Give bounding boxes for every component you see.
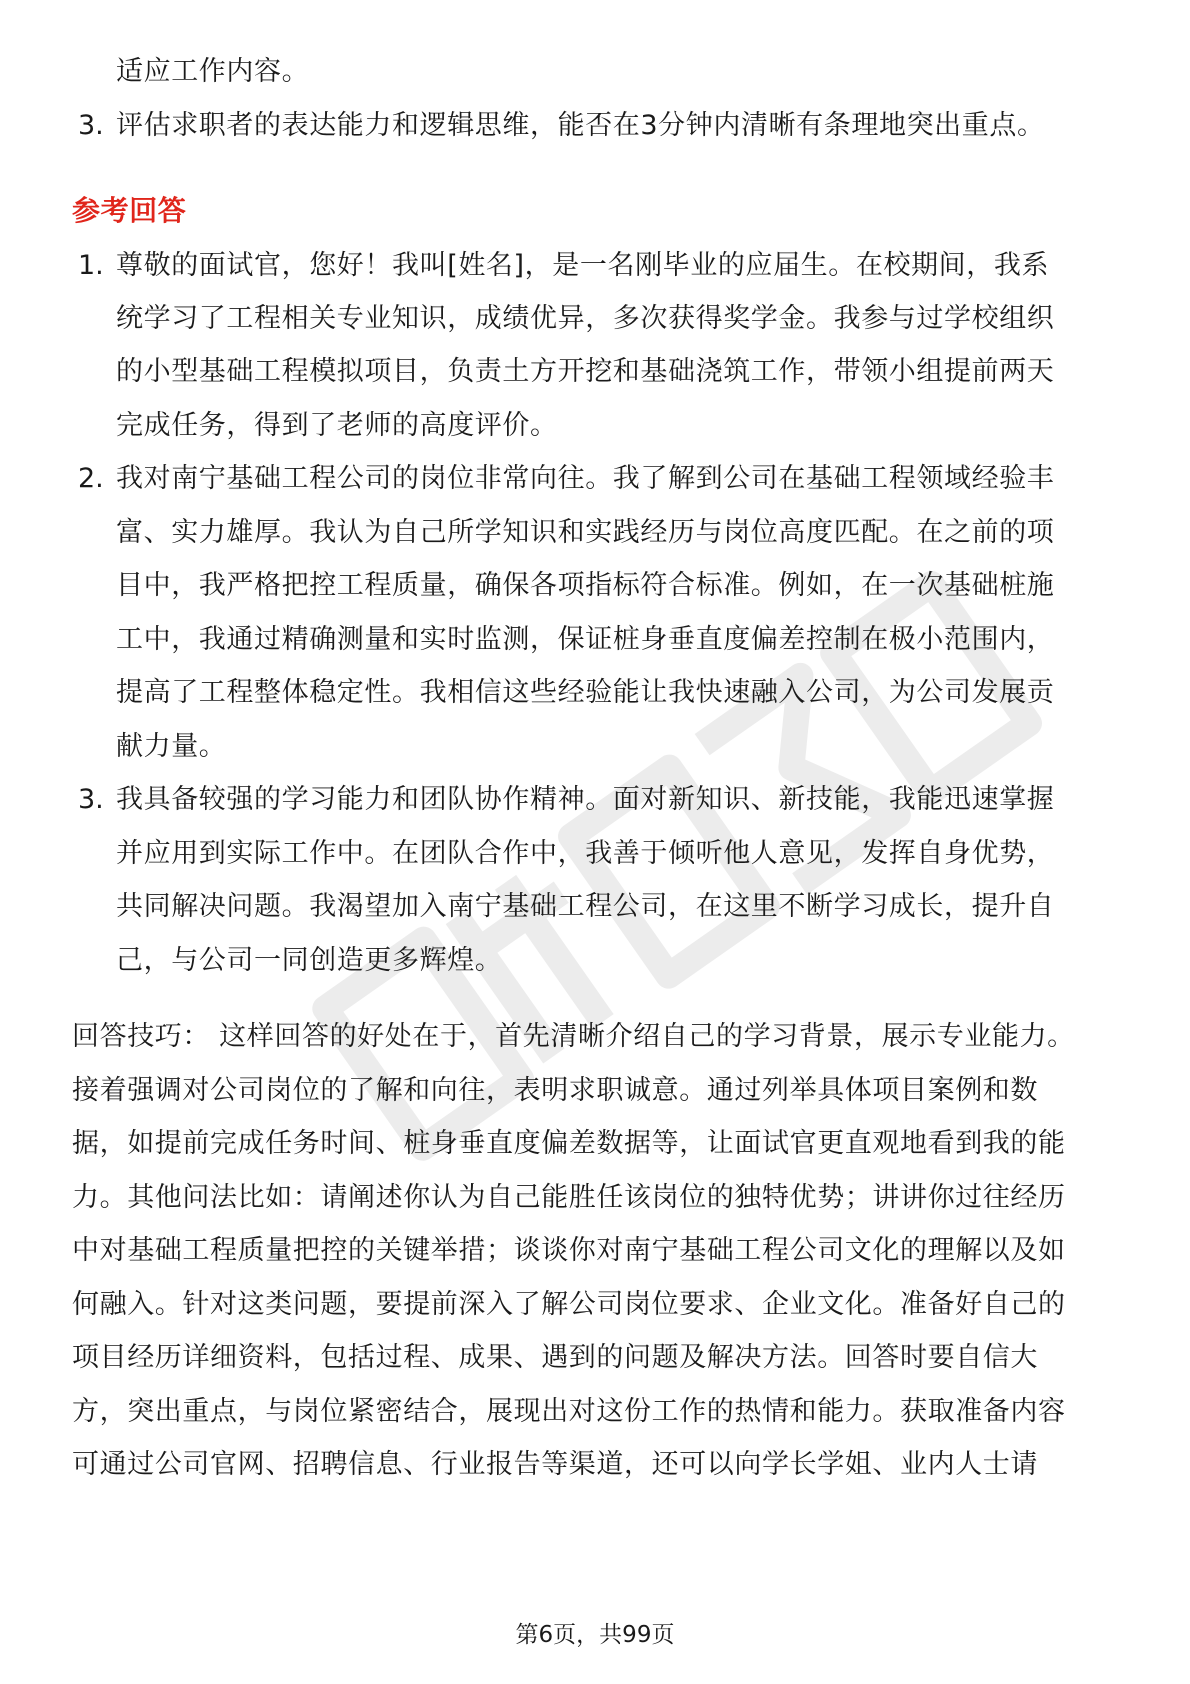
- intro-item-3-text: 评估求职者的表达能力和逻辑思维，能否在3分钟内清晰有条理地突出重点。: [116, 110, 1045, 141]
- tips-line-4: 力。其他问法比如：请阐述你认为自己能胜任该岗位的独特优势；讲讲你过往经历: [72, 1182, 1066, 1213]
- tips-line-1: 回答技巧： 这样回答的好处在于，首先清晰介绍自己的学习背景，展示专业能力。: [72, 1021, 1075, 1052]
- answer-3-line-2: 并应用到实际工作中。在团队合作中，我善于倾听他人意见，发挥自身优势，: [116, 838, 1055, 869]
- tips-line-2: 接着强调对公司岗位的了解和向往，表明求职诚意。通过列举具体项目案例和数: [72, 1075, 1038, 1106]
- tips-line-7: 项目经历详细资料，包括过程、成果、遇到的问题及解决方法。回答时要自信大: [72, 1342, 1038, 1373]
- tips-line-8: 方，突出重点，与岗位紧密结合，展现出对这份工作的热情和能力。获取准备内容: [72, 1396, 1066, 1427]
- answer-3-line-4: 己，与公司一同创造更多辉煌。: [116, 945, 503, 976]
- answer-2-line-4: 工中，我通过精确测量和实时监测，保证桩身垂直度偏差控制在极小范围内，: [116, 624, 1055, 655]
- answer-1-line-4: 完成任务，得到了老师的高度评价。: [116, 410, 558, 441]
- answer-3-line-3: 共同解决问题。我渴望加入南宁基础工程公司，在这里不断学习成长，提升自: [116, 891, 1055, 922]
- answer-2-line-5: 提高了工程整体稳定性。我相信这些经验能让我快速融入公司，为公司发展贡: [116, 677, 1055, 708]
- answer-2-number: 2.: [78, 463, 104, 494]
- page-number-footer: 第6页，共99页: [515, 1622, 675, 1648]
- answer-1-line-2: 统学习了工程相关专业知识，成绩优异，多次获得奖学金。我参与过学校组织: [116, 303, 1055, 334]
- answer-3-number: 3.: [78, 784, 104, 815]
- intro-item-3-number: 3.: [78, 110, 104, 141]
- intro-continuation: 适应工作内容。: [116, 56, 310, 87]
- answer-1-number: 1.: [78, 250, 104, 281]
- tips-line-5: 中对基础工程质量把控的关键举措；谈谈你对南宁基础工程公司文化的理解以及如: [72, 1235, 1066, 1266]
- answer-2-line-2: 富、实力雄厚。我认为自己所学知识和实践经历与岗位高度匹配。在之前的项: [116, 517, 1055, 548]
- tips-line-6: 何融入。针对这类问题，要提前深入了解公司岗位要求、企业文化。准备好自己的: [72, 1289, 1066, 1320]
- answer-2-line-6: 献力量。: [116, 731, 227, 762]
- tips-line-9: 可通过公司官网、招聘信息、行业报告等渠道，还可以向学长学姐、业内人士请: [72, 1449, 1038, 1480]
- answer-2-line-1: 我对南宁基础工程公司的岗位非常向往。我了解到公司在基础工程领域经验丰: [116, 463, 1055, 494]
- answer-2-line-3: 目中，我严格把控工程质量，确保各项指标符合标准。例如，在一次基础桩施: [116, 570, 1055, 601]
- reference-answer-heading: 参考回答: [72, 194, 187, 227]
- tips-line-3: 据，如提前完成任务时间、桩身垂直度偏差数据等，让面试官更直观地看到我的能: [72, 1128, 1066, 1159]
- answer-3-line-1: 我具备较强的学习能力和团队协作精神。面对新知识、新技能，我能迅速掌握: [116, 784, 1055, 815]
- answer-1-line-3: 的小型基础工程模拟项目，负责土方开挖和基础浇筑工作，带领小组提前两天: [116, 356, 1055, 387]
- answer-1-line-1: 尊敬的面试官，您好！我叫[姓名]，是一名刚毕业的应届生。在校期间，我系: [116, 250, 1050, 281]
